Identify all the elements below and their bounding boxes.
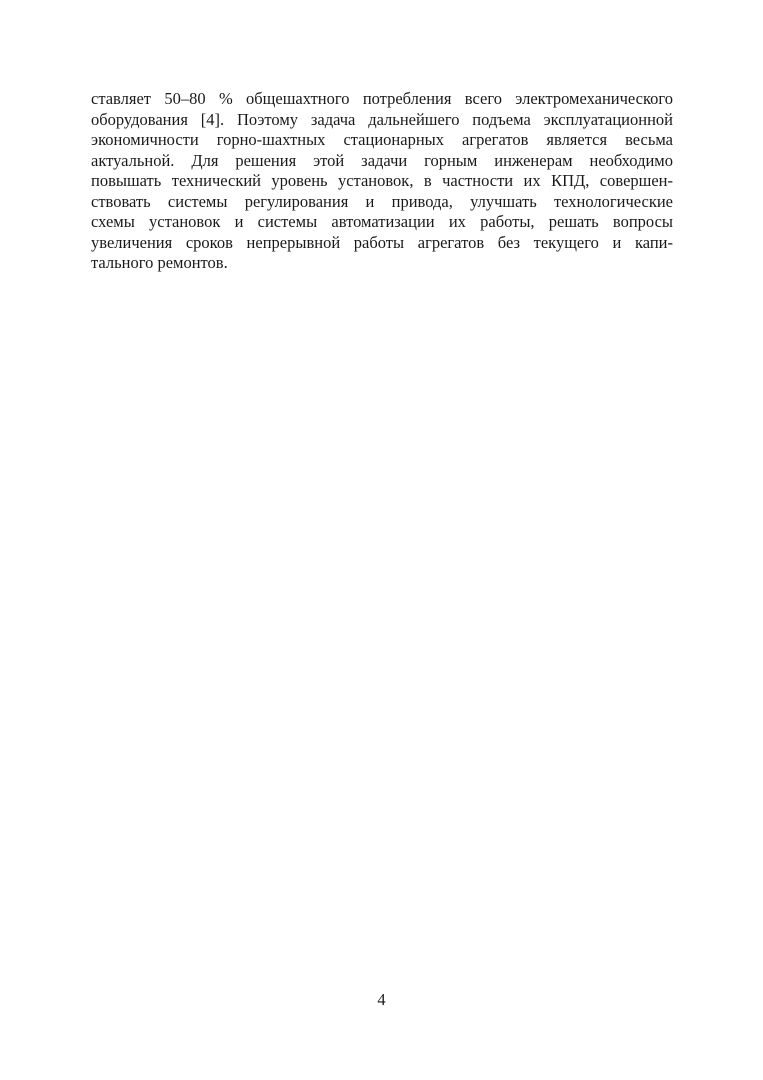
paragraph-line: тального ремонтов. bbox=[91, 253, 228, 272]
paragraph-line: актуальной. Для решения этой задачи горным инженерам необходимо bbox=[91, 150, 673, 170]
page-number: 4 bbox=[377, 990, 386, 1009]
body-paragraph bbox=[91, 89, 673, 274]
paragraph-line: повышать технический уровень установок, в частности их КПД, совершен- bbox=[91, 171, 673, 190]
paragraph-line: схемы установок и системы автоматизации их работы, решать вопросы bbox=[91, 212, 673, 231]
paragraph-line: экономичности горно-шахтных стационарных агрегатов является весьма bbox=[91, 130, 673, 149]
paragraph-line: ствовать системы регулирования и привода, улучшать технологические bbox=[91, 191, 673, 211]
paragraph-line: увеличения сроков непрерывной работы агрегатов без текущего и капи- bbox=[91, 232, 673, 252]
paragraph-line: оборудования [4]. Поэтому задача дальнейшего подъема эксплуатационной bbox=[91, 109, 673, 129]
paragraph-line: ставляет 50–80 % общешахтного потребления всего электромеханического bbox=[91, 89, 673, 108]
